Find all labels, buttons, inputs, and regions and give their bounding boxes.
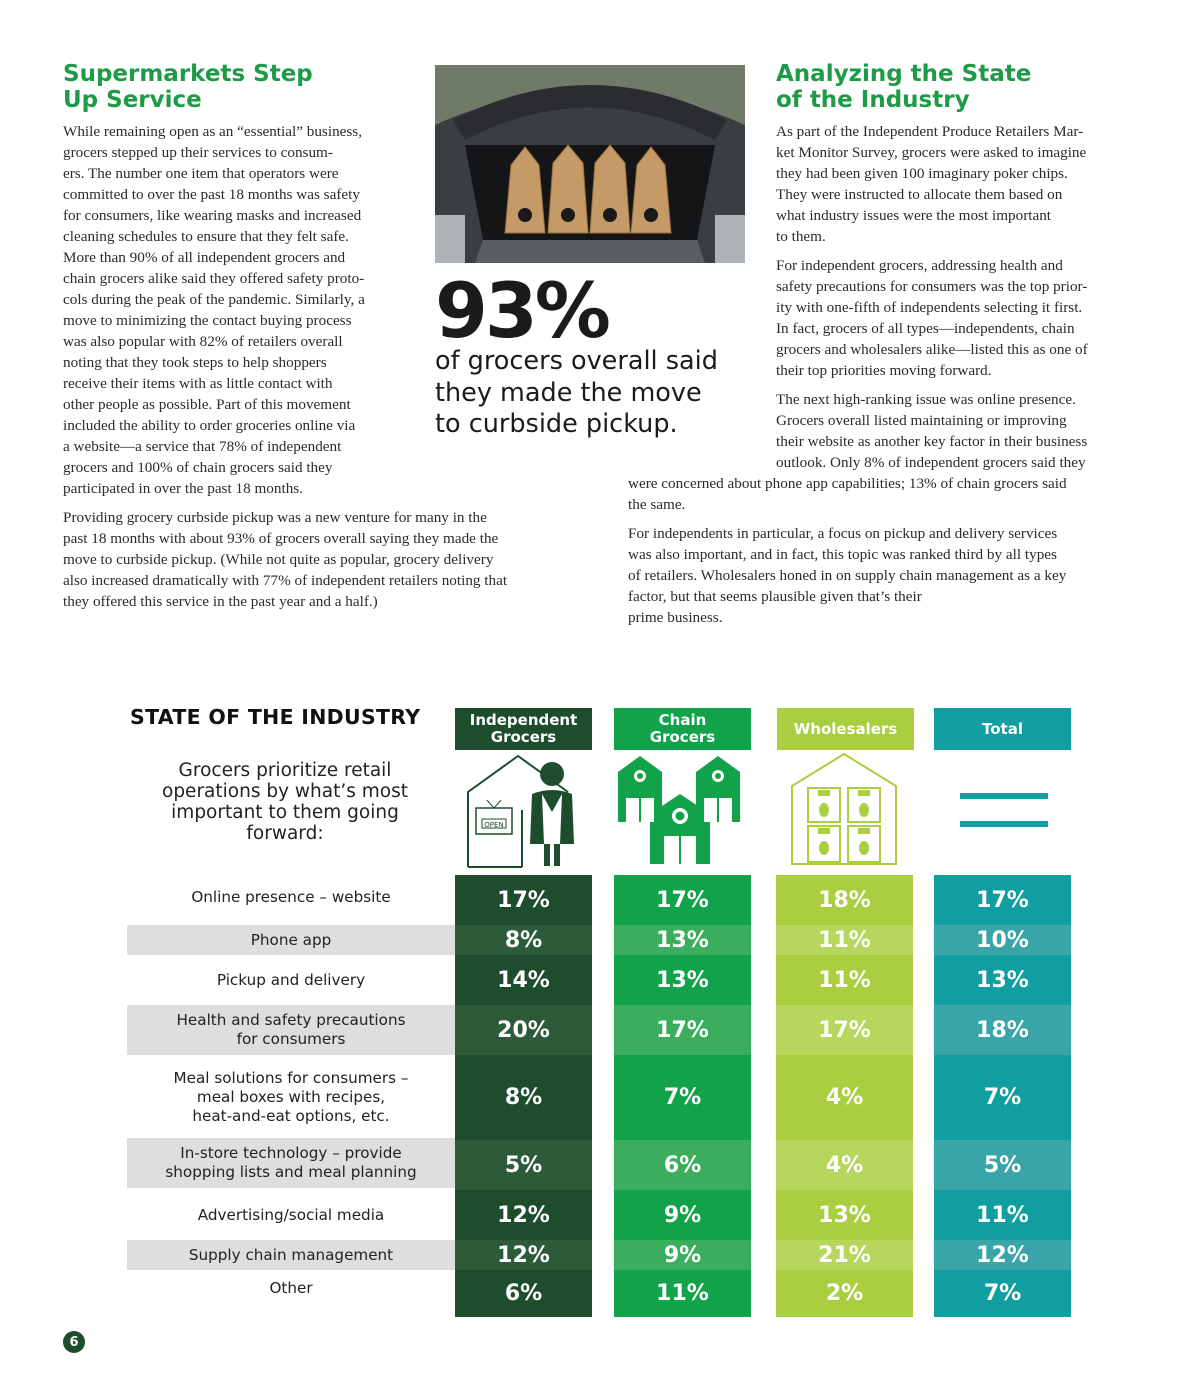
text-line: a website—a service that 78% of independent bbox=[63, 438, 342, 455]
table-cell: 13% bbox=[614, 925, 751, 955]
row-label-line: for consumers bbox=[236, 1030, 346, 1048]
row-label bbox=[127, 1138, 455, 1188]
equals-icon bbox=[955, 752, 1055, 870]
text-line: they offered this service in the past year and a half.) bbox=[63, 593, 378, 610]
row-label-line: Other bbox=[269, 1279, 313, 1297]
row-label-line: In-store technology – provide bbox=[180, 1144, 402, 1162]
text-line: was also popular with 82% of retailers overall bbox=[63, 333, 343, 350]
table-cell: 11% bbox=[934, 1190, 1071, 1240]
row-label-line: Advertising/social media bbox=[197, 1205, 385, 1224]
text-line: of retailers. Wholesalers honed in on supply chain management as a key bbox=[628, 567, 1067, 584]
text-line: chain grocers alike said they offered safety proto- bbox=[63, 270, 365, 287]
table-cell: 18% bbox=[776, 875, 913, 925]
chain-stores-icon bbox=[614, 752, 754, 870]
table-cell: 11% bbox=[614, 1270, 751, 1317]
text-line: past 18 months with about 93% of grocers overall saying they made the bbox=[63, 530, 499, 547]
right-article-heading: Analyzing the State of the Industry bbox=[776, 61, 1032, 113]
text-line: grocers and wholesalers alike—listed this as one of bbox=[776, 341, 1088, 358]
text-line: ity with one-fifth of independents selecting it first. bbox=[776, 299, 1083, 316]
table-cell: 12% bbox=[455, 1240, 592, 1270]
row-label bbox=[127, 1190, 455, 1240]
table-cell: 17% bbox=[934, 875, 1071, 925]
row-label bbox=[127, 1055, 455, 1140]
column-header-independent: Independent Grocers bbox=[455, 708, 592, 750]
table-cell: 11% bbox=[776, 925, 913, 955]
text-line: for consumers, like wearing masks and increased bbox=[63, 207, 362, 224]
text-line: their website as another key factor in their business bbox=[776, 433, 1088, 450]
row-label bbox=[127, 1005, 455, 1055]
table-cell: 9% bbox=[614, 1190, 751, 1240]
callout-stat: 93% bbox=[435, 266, 608, 355]
table-cell: 6% bbox=[614, 1140, 751, 1190]
left-article-heading: Supermarkets Step Up Service bbox=[63, 61, 313, 113]
row-label-line: Online presence – website bbox=[191, 888, 391, 906]
callout-caption: of grocers overall said they made the move to curbside pickup. bbox=[435, 346, 718, 439]
table-cell: 21% bbox=[776, 1240, 913, 1270]
table-cell: 17% bbox=[614, 875, 751, 925]
column-header-wholesalers: Wholesalers bbox=[777, 708, 914, 750]
text-line: noting that they took steps to help shoppers bbox=[63, 354, 327, 371]
table-cell: 6% bbox=[455, 1270, 592, 1317]
warehouse-crates-icon bbox=[786, 752, 906, 870]
right-article-body-top bbox=[776, 121, 1088, 473]
text-line: cleaning schedules to ensure that they felt safe. bbox=[63, 228, 349, 245]
table-cell: 20% bbox=[455, 1005, 592, 1055]
text-line: receive their items with as little contact with bbox=[63, 375, 333, 392]
column-header-total: Total bbox=[934, 708, 1071, 750]
page-number: 6 bbox=[63, 1331, 85, 1353]
column-header-chain: Chain Grocers bbox=[614, 708, 751, 750]
curbside-pickup-photo bbox=[435, 65, 745, 263]
table-cell: 13% bbox=[776, 1190, 913, 1240]
text-line: committed to over the past 18 months was safety bbox=[63, 186, 360, 203]
text-line: other people as possible. Part of this movement bbox=[63, 396, 351, 413]
text-line: Grocers overall listed maintaining or improving bbox=[776, 412, 1067, 429]
table-cell: 17% bbox=[776, 1005, 913, 1055]
table-title: STATE OF THE INDUSTRY bbox=[130, 705, 421, 729]
row-label-line: shopping lists and meal planning bbox=[165, 1163, 417, 1181]
text-line: was also important, and in fact, this topic was ranked third by all types bbox=[628, 546, 1057, 563]
text-line: grocers and 100% of chain grocers said they bbox=[63, 459, 333, 476]
row-label-line: Health and safety precautions bbox=[176, 1011, 406, 1029]
row-label bbox=[127, 875, 455, 920]
table-cell: 7% bbox=[614, 1055, 751, 1140]
table-cell: 13% bbox=[614, 955, 751, 1005]
text-line: While remaining open as an “essential” business, bbox=[63, 123, 363, 140]
table-cell: 12% bbox=[455, 1190, 592, 1240]
text-line: For independent grocers, addressing health and bbox=[776, 257, 1063, 274]
table-cell: 4% bbox=[776, 1140, 913, 1190]
text-line: ers. The number one item that operators were bbox=[63, 165, 339, 182]
right-article-body-bottom bbox=[628, 473, 1067, 636]
table-cell: 18% bbox=[934, 1005, 1071, 1055]
text-line: They were instructed to allocate them based on bbox=[776, 186, 1063, 203]
table-cell: 7% bbox=[934, 1055, 1071, 1140]
text-line: participated in over the past 18 months. bbox=[63, 480, 303, 497]
table-cell: 9% bbox=[614, 1240, 751, 1270]
table-cell: 8% bbox=[455, 1055, 592, 1140]
text-line: More than 90% of all independent grocers and bbox=[63, 249, 346, 266]
text-line: move to minimizing the contact buying process bbox=[63, 312, 352, 329]
table-cell: 4% bbox=[776, 1055, 913, 1140]
text-line: they had been given 100 imaginary poker chips. bbox=[776, 165, 1068, 182]
text-line: In fact, grocers of all types—independents, chain bbox=[776, 320, 1075, 337]
table-cell: 10% bbox=[934, 925, 1071, 955]
text-line: ket Monitor Survey, grocers were asked to imagine bbox=[776, 144, 1087, 161]
text-line: prime business. bbox=[628, 609, 723, 626]
text-line: the same. bbox=[628, 496, 686, 513]
table-cell: 2% bbox=[776, 1270, 913, 1317]
text-line: factor, but that seems plausible given that’s their bbox=[628, 588, 922, 605]
text-line: also increased dramatically with 77% of independent retailers noting that bbox=[63, 572, 508, 589]
text-line: For independents in particular, a focus on pickup and delivery services bbox=[628, 525, 1058, 542]
text-line: move to curbside pickup. (While not quite as popular, grocery delivery bbox=[63, 551, 494, 568]
table-cell: 5% bbox=[455, 1140, 592, 1190]
text-line: included the ability to order groceries online via bbox=[63, 417, 356, 434]
table-cell: 17% bbox=[614, 1005, 751, 1055]
text-line: The next high-ranking issue was online presence. bbox=[776, 391, 1076, 408]
text-line: cols during the peak of the pandemic. Similarly, a bbox=[63, 291, 365, 308]
text-line: As part of the Independent Produce Retailers Mar- bbox=[776, 123, 1084, 140]
table-cell: 14% bbox=[455, 955, 592, 1005]
table-cell: 13% bbox=[934, 955, 1071, 1005]
row-label bbox=[127, 925, 455, 955]
table-cell: 8% bbox=[455, 925, 592, 955]
row-label bbox=[127, 1240, 455, 1270]
storefront-with-grocer-icon bbox=[460, 752, 590, 870]
table-cell: 7% bbox=[934, 1270, 1071, 1317]
text-line: outlook. Only 8% of independent grocers said they bbox=[776, 454, 1086, 471]
table-cell: 11% bbox=[776, 955, 913, 1005]
row-label-line: Phone app bbox=[250, 930, 332, 949]
text-line: were concerned about phone app capabilities; 13% of chain grocers said bbox=[628, 475, 1067, 492]
row-label-line: heat-and-eat options, etc. bbox=[192, 1107, 390, 1125]
text-line: safety precautions for consumers was the top prior- bbox=[776, 278, 1088, 295]
table-cell: 5% bbox=[934, 1140, 1071, 1190]
text-line: grocers stepped up their services to consum- bbox=[63, 144, 333, 161]
text-line: their top priorities moving forward. bbox=[776, 362, 992, 379]
row-label-line: Supply chain management bbox=[188, 1245, 394, 1264]
row-label bbox=[127, 1270, 455, 1307]
table-cell: 17% bbox=[455, 875, 592, 925]
text-line: to them. bbox=[776, 228, 826, 245]
text-line: what industry issues were the most important bbox=[776, 207, 1052, 224]
open-sign-text: OPEN bbox=[484, 821, 504, 829]
row-label-line: Pickup and delivery bbox=[216, 970, 366, 989]
row-label bbox=[127, 955, 455, 1005]
row-label-line: meal boxes with recipes, bbox=[196, 1088, 386, 1106]
text-line: Providing grocery curbside pickup was a new venture for many in the bbox=[63, 509, 487, 526]
table-cell: 12% bbox=[934, 1240, 1071, 1270]
row-label-line: Meal solutions for consumers – bbox=[173, 1069, 409, 1087]
table-subtitle: Grocers prioritize retail operations by what’s most important to them going forward: bbox=[162, 760, 408, 844]
